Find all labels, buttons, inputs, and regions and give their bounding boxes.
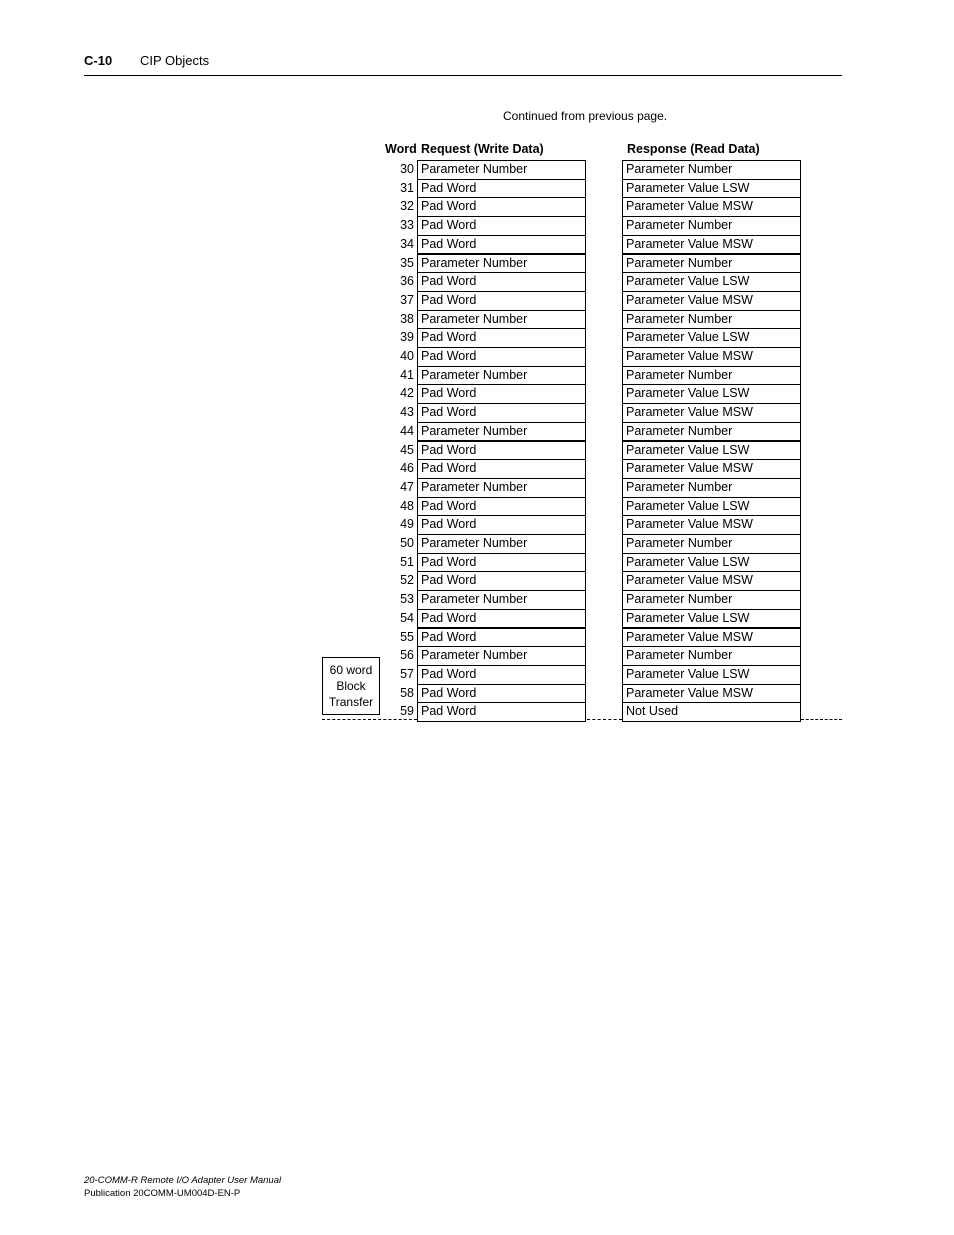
word-number: 38: [400, 311, 414, 326]
response-cell: Parameter Value LSW: [622, 665, 801, 685]
dashed-boundary: [801, 719, 842, 720]
response-cell: Parameter Value MSW: [622, 403, 801, 423]
continued-note: Continued from previous page.: [503, 109, 668, 123]
request-cell: Pad Word: [417, 497, 586, 517]
request-cell: Parameter Number: [417, 646, 586, 666]
response-column-header: Response (Read Data): [627, 142, 760, 156]
request-cell: Pad Word: [417, 197, 586, 217]
word-number: 48: [400, 498, 414, 513]
footer-publication: Publication 20COMM-UM004D-EN-P: [84, 1188, 241, 1199]
response-cell: Parameter Number: [622, 478, 801, 498]
response-cell: Parameter Number: [622, 160, 801, 180]
request-cell: Pad Word: [417, 553, 586, 573]
response-cell: Parameter Number: [622, 254, 801, 274]
section-title: CIP Objects: [140, 53, 210, 68]
response-cell: Parameter Value LSW: [622, 272, 801, 292]
word-number: 59: [400, 704, 414, 719]
footer-manual-title: 20-COMM-R Remote I/O Adapter User Manual: [84, 1175, 282, 1186]
dashed-boundary: [587, 719, 622, 720]
word-number: 44: [400, 423, 414, 438]
response-cell: Parameter Value MSW: [622, 515, 801, 535]
word-number: 46: [400, 461, 414, 476]
word-number: 53: [400, 592, 414, 607]
response-cell: Parameter Value MSW: [622, 235, 801, 255]
word-number: 35: [400, 255, 414, 270]
request-cell: Pad Word: [417, 403, 586, 423]
request-cell: Pad Word: [417, 665, 586, 685]
word-number: 40: [400, 349, 414, 363]
word-number: 31: [400, 180, 414, 195]
response-cell: Parameter Value MSW: [622, 459, 801, 479]
word-number: 45: [400, 442, 414, 457]
word-column-header: Word: [385, 142, 417, 156]
request-cell: Pad Word: [417, 441, 586, 461]
request-cell: Pad Word: [417, 216, 586, 236]
response-cell: Parameter Value LSW: [622, 384, 801, 404]
block-label-line: 60 word: [329, 663, 373, 677]
request-cell: Parameter Number: [417, 478, 586, 498]
response-cell: Parameter Value MSW: [622, 684, 801, 704]
request-cell: Parameter Number: [417, 310, 586, 330]
response-cell: Not Used: [622, 702, 801, 722]
word-number: 30: [400, 162, 414, 176]
dashed-boundary: [322, 719, 417, 720]
request-cell: Pad Word: [417, 628, 586, 648]
response-cell: Parameter Number: [622, 366, 801, 386]
word-number: 42: [400, 386, 414, 401]
word-number: 37: [400, 292, 414, 307]
request-cell: Parameter Number: [417, 590, 586, 610]
request-cell: Pad Word: [417, 515, 586, 535]
request-cell: Pad Word: [417, 684, 586, 704]
word-number: 49: [400, 517, 414, 532]
response-cell: Parameter Value MSW: [622, 347, 801, 367]
word-number: 32: [400, 199, 414, 214]
block-label-line: Block: [336, 679, 366, 693]
response-cell: Parameter Number: [622, 216, 801, 236]
request-cell: Parameter Number: [417, 160, 586, 180]
word-number: 50: [400, 536, 414, 550]
request-cell: Pad Word: [417, 571, 586, 591]
word-number: 43: [400, 405, 414, 420]
word-number: 57: [400, 666, 414, 681]
word-number: 51: [400, 554, 414, 569]
response-cell: Parameter Value MSW: [622, 197, 801, 217]
request-cell: Pad Word: [417, 328, 586, 348]
response-cell: Parameter Value LSW: [622, 328, 801, 348]
request-cell: Parameter Number: [417, 422, 586, 442]
word-number: 56: [400, 648, 414, 663]
word-number: 55: [400, 629, 414, 644]
word-number: 41: [400, 367, 414, 382]
request-cell: Pad Word: [417, 347, 586, 367]
word-number: 54: [400, 610, 414, 625]
request-cell: Parameter Number: [417, 534, 586, 554]
response-cell: Parameter Number: [622, 534, 801, 554]
word-number: 33: [400, 218, 414, 233]
header-rule: [84, 75, 842, 76]
request-cell: Parameter Number: [417, 366, 586, 386]
response-cell: Parameter Value LSW: [622, 441, 801, 461]
word-number: 47: [400, 479, 414, 494]
request-cell: Pad Word: [417, 179, 586, 199]
response-cell: Parameter Number: [622, 646, 801, 666]
request-cell: Parameter Number: [417, 254, 586, 274]
response-cell: Parameter Number: [622, 590, 801, 610]
request-cell: Pad Word: [417, 384, 586, 404]
word-number: 39: [400, 330, 414, 345]
word-number: 34: [400, 236, 414, 251]
response-cell: Parameter Value LSW: [622, 179, 801, 199]
word-number: 36: [400, 274, 414, 289]
word-number: 52: [400, 573, 414, 588]
response-cell: Parameter Number: [622, 310, 801, 330]
page-number: C-10: [84, 53, 113, 68]
request-cell: Pad Word: [417, 609, 586, 629]
request-cell: Pad Word: [417, 291, 586, 311]
block-transfer-label: [322, 657, 380, 715]
response-cell: Parameter Value MSW: [622, 628, 801, 648]
request-cell: Pad Word: [417, 235, 586, 255]
request-cell: Pad Word: [417, 459, 586, 479]
block-label-line: Transfer: [328, 695, 374, 709]
response-cell: Parameter Value LSW: [622, 609, 801, 629]
response-cell: Parameter Value MSW: [622, 571, 801, 591]
request-cell: Pad Word: [417, 702, 586, 722]
response-cell: Parameter Value LSW: [622, 497, 801, 517]
word-number: 58: [400, 685, 414, 700]
response-cell: Parameter Number: [622, 422, 801, 442]
response-cell: Parameter Value MSW: [622, 291, 801, 311]
request-cell: Pad Word: [417, 272, 586, 292]
response-cell: Parameter Value LSW: [622, 553, 801, 573]
request-column-header: Request (Write Data): [421, 142, 544, 156]
